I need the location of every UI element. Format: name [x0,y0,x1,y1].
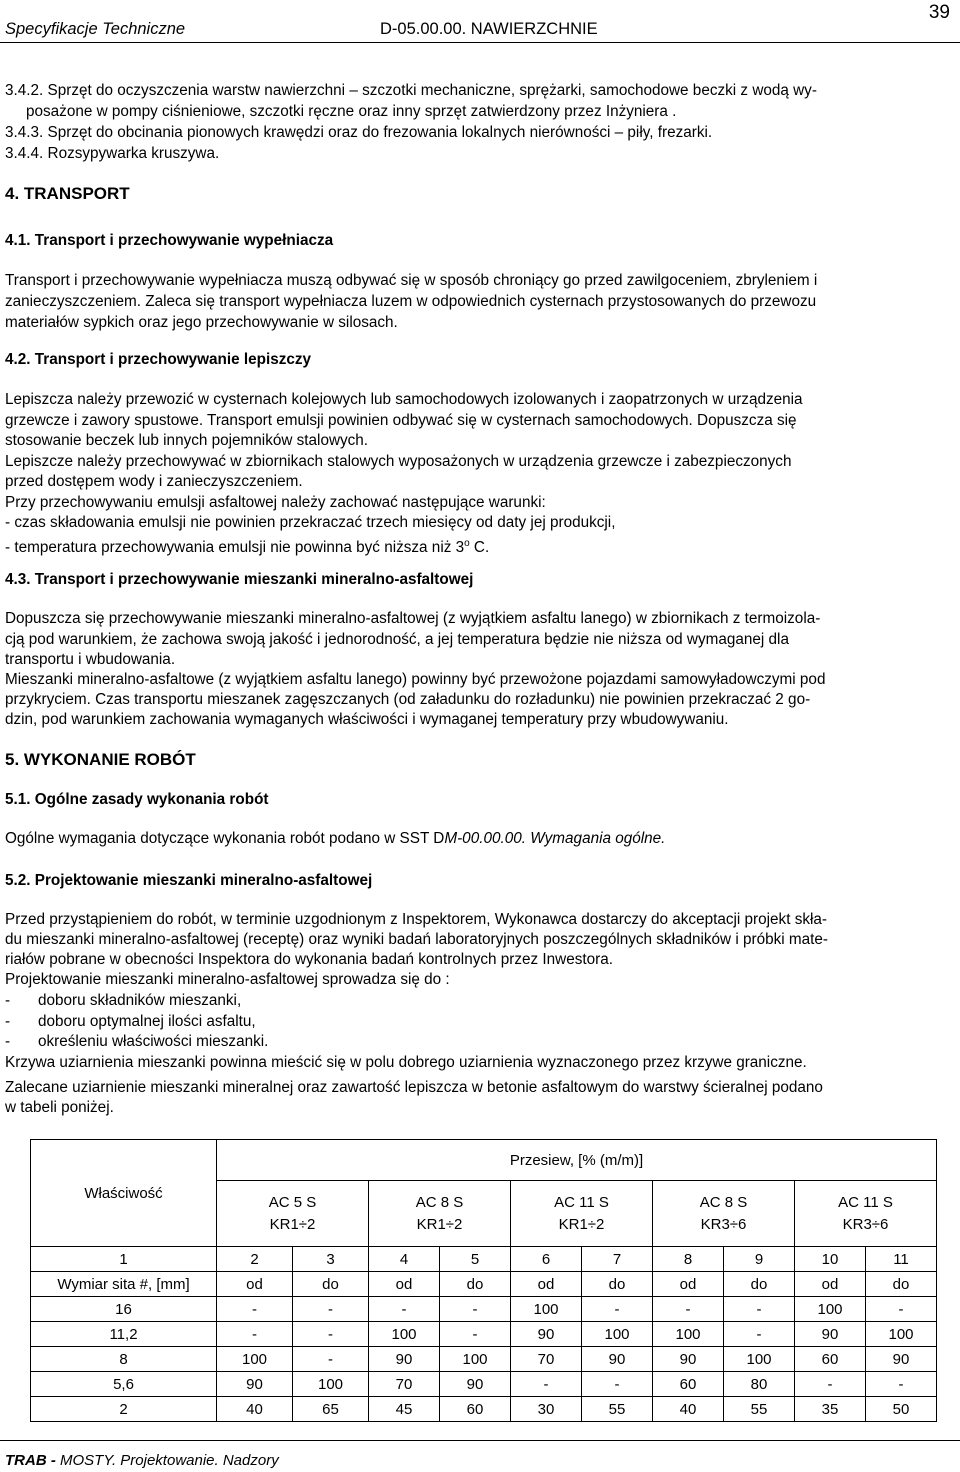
table-header-property: Właściwość [31,1140,217,1247]
table-cell: 90 [369,1347,440,1372]
col-head-class: KR1÷2 [269,1215,316,1233]
para-52-line10: w tabeli poniżej. [5,1099,114,1116]
table-cell: 3 [293,1247,369,1272]
table-cell: 100 [724,1347,795,1372]
table-cell: 7 [582,1247,653,1272]
grading-table [30,1139,937,1422]
table-cell: 8 [653,1247,724,1272]
col-head-mix: AC 8 S [699,1193,748,1211]
header-doc-code: D-05.00.00. NAWIERZCHNIE [380,20,598,38]
table-cell: do [440,1272,511,1297]
table-cell: 100 [440,1347,511,1372]
table-cell: 30 [511,1397,582,1422]
para-42-line6: Przy przechowywaniu emulsji asfaltowej należy zachować następujące warunki: [5,494,546,511]
table-cell: do [866,1272,937,1297]
para-42-line4: Lepiszcze należy przechowywać w zbiornikach stalowych wyposażonych w urządzenia grzewcze i zabezpieczonych [5,453,792,470]
table-cell: do [724,1272,795,1297]
table-col-head [369,1181,511,1247]
bullet-3-dash: - [5,1033,11,1050]
table-cell: 60 [440,1397,511,1422]
table-col-head [653,1181,795,1247]
table-cell: 100 [511,1297,582,1322]
para-43-line1: Dopuszcza się przechowywanie mieszanki mineralno-asfaltowej (z wyjątkiem asfaltu lanego) w zbiornikach z termoizola- [5,610,821,627]
table-cell: 4 [369,1247,440,1272]
table-cell: 90 [866,1347,937,1372]
table-cell: 100 [217,1347,293,1372]
table-cell: 100 [866,1322,937,1347]
table-row [31,1297,937,1322]
para-43-line3: transportu i wbudowania. [5,651,176,668]
heading-5-1: 5.1. Ogólne zasady wykonania robót [5,791,269,808]
table-cell: 2 [31,1397,217,1422]
table-cell: 2 [217,1247,293,1272]
table-cell: - [795,1372,866,1397]
table-row [31,1322,937,1347]
table-cell: 90 [653,1347,724,1372]
col-head-mix: AC 11 S [554,1193,609,1211]
table-cell: 11 [866,1247,937,1272]
table-cell: 5 [440,1247,511,1272]
table-cell: - [217,1297,293,1322]
table-cell: - [582,1297,653,1322]
bullet-3: określeniu właściwości mieszanki. [38,1033,269,1050]
table-cell: - [293,1297,369,1322]
table-cell: 70 [511,1347,582,1372]
table-row [31,1372,937,1397]
para-42-line2: grzewcze i zawory spustowe. Transport emulsji powinien odbywać się w cysternach samochodowych. Dopuszcza się [5,412,797,429]
table-cell: 90 [582,1347,653,1372]
bullet-1-dash: - [5,992,11,1009]
table-cell: Wymiar sita #, [mm] [31,1272,217,1297]
table-header-group: Przesiew, [% (m/m)] [217,1140,937,1181]
table-cell: - [293,1322,369,1347]
header-rule [0,42,960,43]
table-cell: 100 [795,1297,866,1322]
table-cell: do [293,1272,369,1297]
col-head-mix: AC 5 S [268,1193,317,1211]
para-52-line3: riałów pobrane w obecności Inspektora do wykonania badań kontrolnych przez Inwestora. [5,951,613,968]
table-cell: 100 [369,1322,440,1347]
col-head-class: KR1÷2 [558,1215,605,1233]
table-col-head [795,1181,937,1247]
para-43-line5: przykryciem. Czas transportu mieszanek zagęszczanych (od załadunku do rozładunku) nie powinien przekraczać 2 go- [5,691,811,708]
heading-4-1: 4.1. Transport i przechowywanie wypełniacza [5,232,334,249]
table-row [31,1397,937,1422]
para-42-line8-unit: C. [469,539,490,557]
footer-description: MOSTY. Projektowanie. Nadzory [55,1452,279,1469]
table-cell: - [293,1347,369,1372]
para-51-italic: M-00.00.00. Wymagania ogólne. [444,830,666,847]
table-col-head [217,1181,369,1247]
table-cell: 70 [369,1372,440,1397]
table-cell: od [217,1272,293,1297]
table-cell: 45 [369,1397,440,1422]
table-cell: 100 [293,1372,369,1397]
para-51 [5,829,665,849]
para-52-line9: Zalecane uziarnienie mieszanki mineralnej oraz zawartość lepiszcza w betonie asfaltowym do warstwy ścieralnej podano [5,1079,823,1096]
table-cell: - [440,1322,511,1347]
table-cell: od [369,1272,440,1297]
table-cell: - [724,1322,795,1347]
para-41-line1: Transport i przechowywanie wypełniacza muszą odbywać się w sposób chroniący go przed zawilgoceniem, zbryleniem i [5,272,818,289]
footer-brand: TRAB - [5,1452,56,1469]
bullet-1: doboru składników mieszanki, [38,992,242,1009]
para-42-line3: stosowanie beczek lub innych pojemników stalowych. [5,432,369,449]
col-head-class: KR3÷6 [842,1215,889,1233]
para-52-line1: Przed przystąpieniem do robót, w terminie uzgodnionym z Inspektorem, Wykonawca dostarczy do akceptacji projekt skła- [5,911,828,928]
table-cell: 100 [653,1322,724,1347]
table-cell: 90 [217,1372,293,1397]
para-43-line6: dzin, pod warunkiem zachowania wymaganych właściwości i wymaganej temperatury przy wbudowywaniu. [5,711,729,728]
para-42-line8 [5,534,489,558]
header-spec-title: Specyfikacje Techniczne [5,20,186,38]
table-cell: 8 [31,1347,217,1372]
table-cell: - [217,1322,293,1347]
heading-4-2: 4.2. Transport i przechowywanie lepiszczy [5,351,312,368]
para-41-line2: zanieczyszczeniem. Zaleca się transport wypełniacza luzem w odpowiednich cysternach przystosowanych do przewozu [5,293,817,310]
table-cell: od [795,1272,866,1297]
table-cell: 90 [440,1372,511,1397]
table-cell: 40 [653,1397,724,1422]
para-42-line8-text: - temperatura przechowywania emulsji nie powinna być niższa niż 3 [5,539,465,557]
para-52-line8: Krzywa uziarnienia mieszanki powinna mieścić się w polu dobrego uziarnienia wyznaczonego przez krzywe graniczne. [5,1054,807,1071]
heading-5-2: 5.2. Projektowanie mieszanki mineralno-asfaltowej [5,872,373,889]
table-cell: od [653,1272,724,1297]
table-cell: - [866,1372,937,1397]
page-number: 39 [928,2,950,23]
table-number-row [31,1247,937,1272]
table-col-head [511,1181,653,1247]
footer-rule [0,1440,960,1441]
para-52-line2: du mieszanki mineralno-asfaltowej (receptę) oraz wyniki badań laboratoryjnych poszczególnych składników i próbki mate- [5,931,829,948]
para-343: 3.4.3. Sprzęt do obcinania pionowych krawędzi oraz do frezowania lokalnych nierówności – piły, frezarki. [5,124,713,141]
table-cell: 55 [724,1397,795,1422]
table-cell: - [511,1372,582,1397]
footer-company [5,1452,279,1469]
table-row [31,1347,937,1372]
para-42-line5: przed dostępem wody i zanieczyszczeniem. [5,473,303,490]
bullet-2: doboru optymalnej ilości asfaltu, [38,1013,256,1030]
para-52-line4: Projektowanie mieszanki mineralno-asfaltowej sprowadza się do : [5,971,450,988]
table-row [31,1272,937,1297]
table-cell: 55 [582,1397,653,1422]
table-cell: 60 [653,1372,724,1397]
para-41-line3: materiałów sypkich oraz jego przechowywanie w silosach. [5,314,398,331]
para-43-line4: Mieszanki mineralno-asfaltowe (z wyjątkiem asfaltu lanego) powinny być przewożone pojazdami samowyładowczymi pod [5,671,826,688]
table-cell: - [440,1297,511,1322]
table-cell: - [582,1372,653,1397]
table-cell: - [653,1297,724,1322]
table-cell: 9 [724,1247,795,1272]
table-cell: - [866,1297,937,1322]
table-cell: 11,2 [31,1322,217,1347]
table-cell: - [724,1297,795,1322]
para-51-text: Ogólne wymagania dotyczące wykonania robót podano w SST D [5,830,445,847]
table-cell: 35 [795,1397,866,1422]
table-cell: 80 [724,1372,795,1397]
table-cell: 5,6 [31,1372,217,1397]
table-cell: 90 [511,1322,582,1347]
table-cell: 50 [866,1397,937,1422]
degree-superscript: o [464,538,470,549]
table-cell: od [511,1272,582,1297]
col-head-mix: AC 11 S [838,1193,893,1211]
table-cell: 65 [293,1397,369,1422]
heading-4-3: 4.3. Transport i przechowywanie mieszanki mineralno-asfaltowej [5,571,474,588]
col-head-mix: AC 8 S [415,1193,464,1211]
col-head-class: KR3÷6 [700,1215,747,1233]
heading-5: 5. WYKONANIE ROBÓT [5,750,196,769]
para-43-line2: cją pod warunkiem, że zachowa swoją jakość i jednorodność, a jej temperatura będzie nie niższa od wymaganej dla [5,631,789,648]
table-cell: 40 [217,1397,293,1422]
table-cell: - [369,1297,440,1322]
bullet-2-dash: - [5,1013,11,1030]
col-head-class: KR1÷2 [416,1215,463,1233]
table-cell: 100 [582,1322,653,1347]
para-342-line1: 3.4.2. Sprzęt do oczyszczenia warstw nawierzchni – szczotki mechaniczne, sprężarki, samochodowe beczki z wodą wy- [5,82,817,99]
para-42-line7: - czas składowania emulsji nie powinien przekraczać trzech miesięcy od daty jej produkcji, [5,514,616,531]
table-cell: 90 [795,1322,866,1347]
para-342-line2: posażone w pompy ciśnieniowe, szczotki ręczne oraz inny sprzęt zatwierdzony przez Inżyniera . [26,103,677,120]
para-344: 3.4.4. Rozsypywarka kruszywa. [5,145,220,162]
table-cell: 60 [795,1347,866,1372]
table-cell: 1 [31,1247,217,1272]
table-cell: do [582,1272,653,1297]
table-cell: 10 [795,1247,866,1272]
table-cell: 6 [511,1247,582,1272]
table-cell: 16 [31,1297,217,1322]
para-42-line1: Lepiszcza należy przewozić w cysternach kolejowych lub samochodowych izolowanych i zaopatrzonych w urządzenia [5,391,803,408]
heading-4: 4. TRANSPORT [5,184,130,203]
